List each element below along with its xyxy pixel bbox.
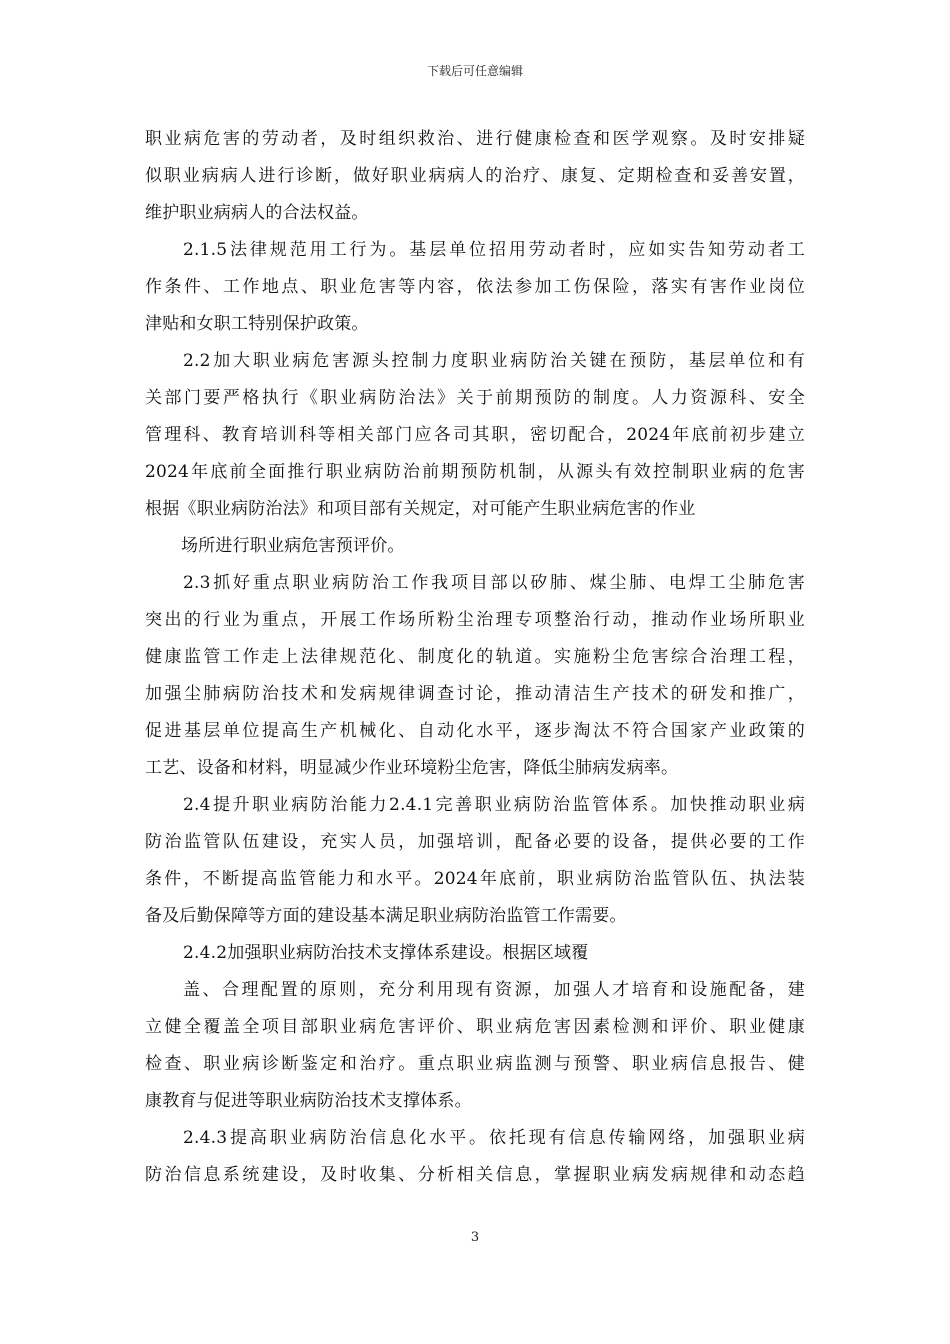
text-line: 加强尘肺病防治技术和发病规律调查讨论，推动清洁生产技术的研发和推广， [145, 684, 805, 704]
text-line: 维护职业病病人的合法权益。 [145, 203, 369, 223]
text-line: 2.2加大职业病危害源头控制力度职业病防治关键在预防，基层单位和有 [183, 351, 805, 371]
text-line: 2024年底前全面推行职业病防治前期预防机制，从源头有效控制职业病的危害 [145, 462, 805, 482]
text-line: 2.4.2加强职业病防治技术支撑体系建设。根据区域覆 [183, 943, 589, 963]
text-line: 防治监管队伍建设，充实人员，加强培训，配备必要的设备，提供必要的工作 [145, 832, 805, 852]
text-line: 检查、职业病诊断鉴定和治疗。重点职业病监测与预警、职业病信息报告、健 [145, 1054, 805, 1074]
text-line: 2.4.3提高职业病防治信息化水平。依托现有信息传输网络，加强职业病 [183, 1128, 805, 1148]
text-line: 促进基层单位提高生产机械化、自动化水平，逐步淘汰不符合国家产业政策的 [145, 721, 805, 741]
text-line: 职业病危害的劳动者，及时组织救治、进行健康检查和医学观察。及时安排疑 [145, 129, 805, 149]
text-line: 2.4提升职业病防治能力2.4.1完善职业病防治监管体系。加快推动职业病 [183, 795, 805, 815]
text-line: 盖、合理配置的原则，充分利用现有资源，加强人才培育和设施配备，建 [183, 980, 805, 1000]
text-line: 工艺、设备和材料，明显减少作业环境粉尘危害，降低尘肺病发病率。 [145, 758, 679, 778]
page-number: 3 [470, 1230, 480, 1245]
text-line: 康教育与促进等职业病防治技术支撑体系。 [145, 1091, 472, 1111]
text-line: 突出的行业为重点，开展工作场所粉尘治理专项整治行动，推动作业场所职业 [145, 610, 805, 630]
text-line: 关部门要严格执行《职业病防治法》关于前期预防的制度。人力资源科、安全 [145, 388, 805, 408]
text-line: 2.3抓好重点职业病防治工作我项目部以矽肺、煤尘肺、电焊工尘肺危害 [183, 573, 805, 593]
page-header: 下载后可任意编辑 [426, 64, 523, 78]
text-line: 作条件、工作地点、职业危害等内容，依法参加工伤保险，落实有害作业岗位 [145, 277, 805, 297]
text-line: 场所进行职业病危害预评价。 [181, 536, 405, 556]
text-line: 备及后勤保障等方面的建设基本满足职业病防治监管工作需要。 [145, 906, 627, 926]
text-line: 似职业病病人进行诊断，做好职业病病人的治疗、康复、定期检查和妥善安置， [145, 166, 805, 186]
text-line: 津贴和女职工特别保护政策。 [145, 314, 369, 334]
text-line: 2.1.5法律规范用工行为。基层单位招用劳动者时，应如实告知劳动者工 [183, 240, 805, 260]
text-line: 防治信息系统建设，及时收集、分析相关信息，掌握职业病发病规律和动态趋 [145, 1165, 805, 1185]
text-line: 条件，不断提高监管能力和水平。2024年底前，职业病防治监管队伍、执法装 [145, 869, 805, 889]
text-line: 管理科、教育培训科等相关部门应各司其职，密切配合，2024年底前初步建立 [145, 425, 805, 445]
text-line: 立健全覆盖全项目部职业病危害评价、职业病危害因素检测和评价、职业健康 [145, 1017, 805, 1037]
text-line: 根据《职业病防治法》和项目部有关规定，对可能产生职业病危害的作业 [145, 499, 696, 519]
text-line: 健康监管工作走上法律规范化、制度化的轨道。实施粉尘危害综合治理工程， [145, 647, 805, 667]
